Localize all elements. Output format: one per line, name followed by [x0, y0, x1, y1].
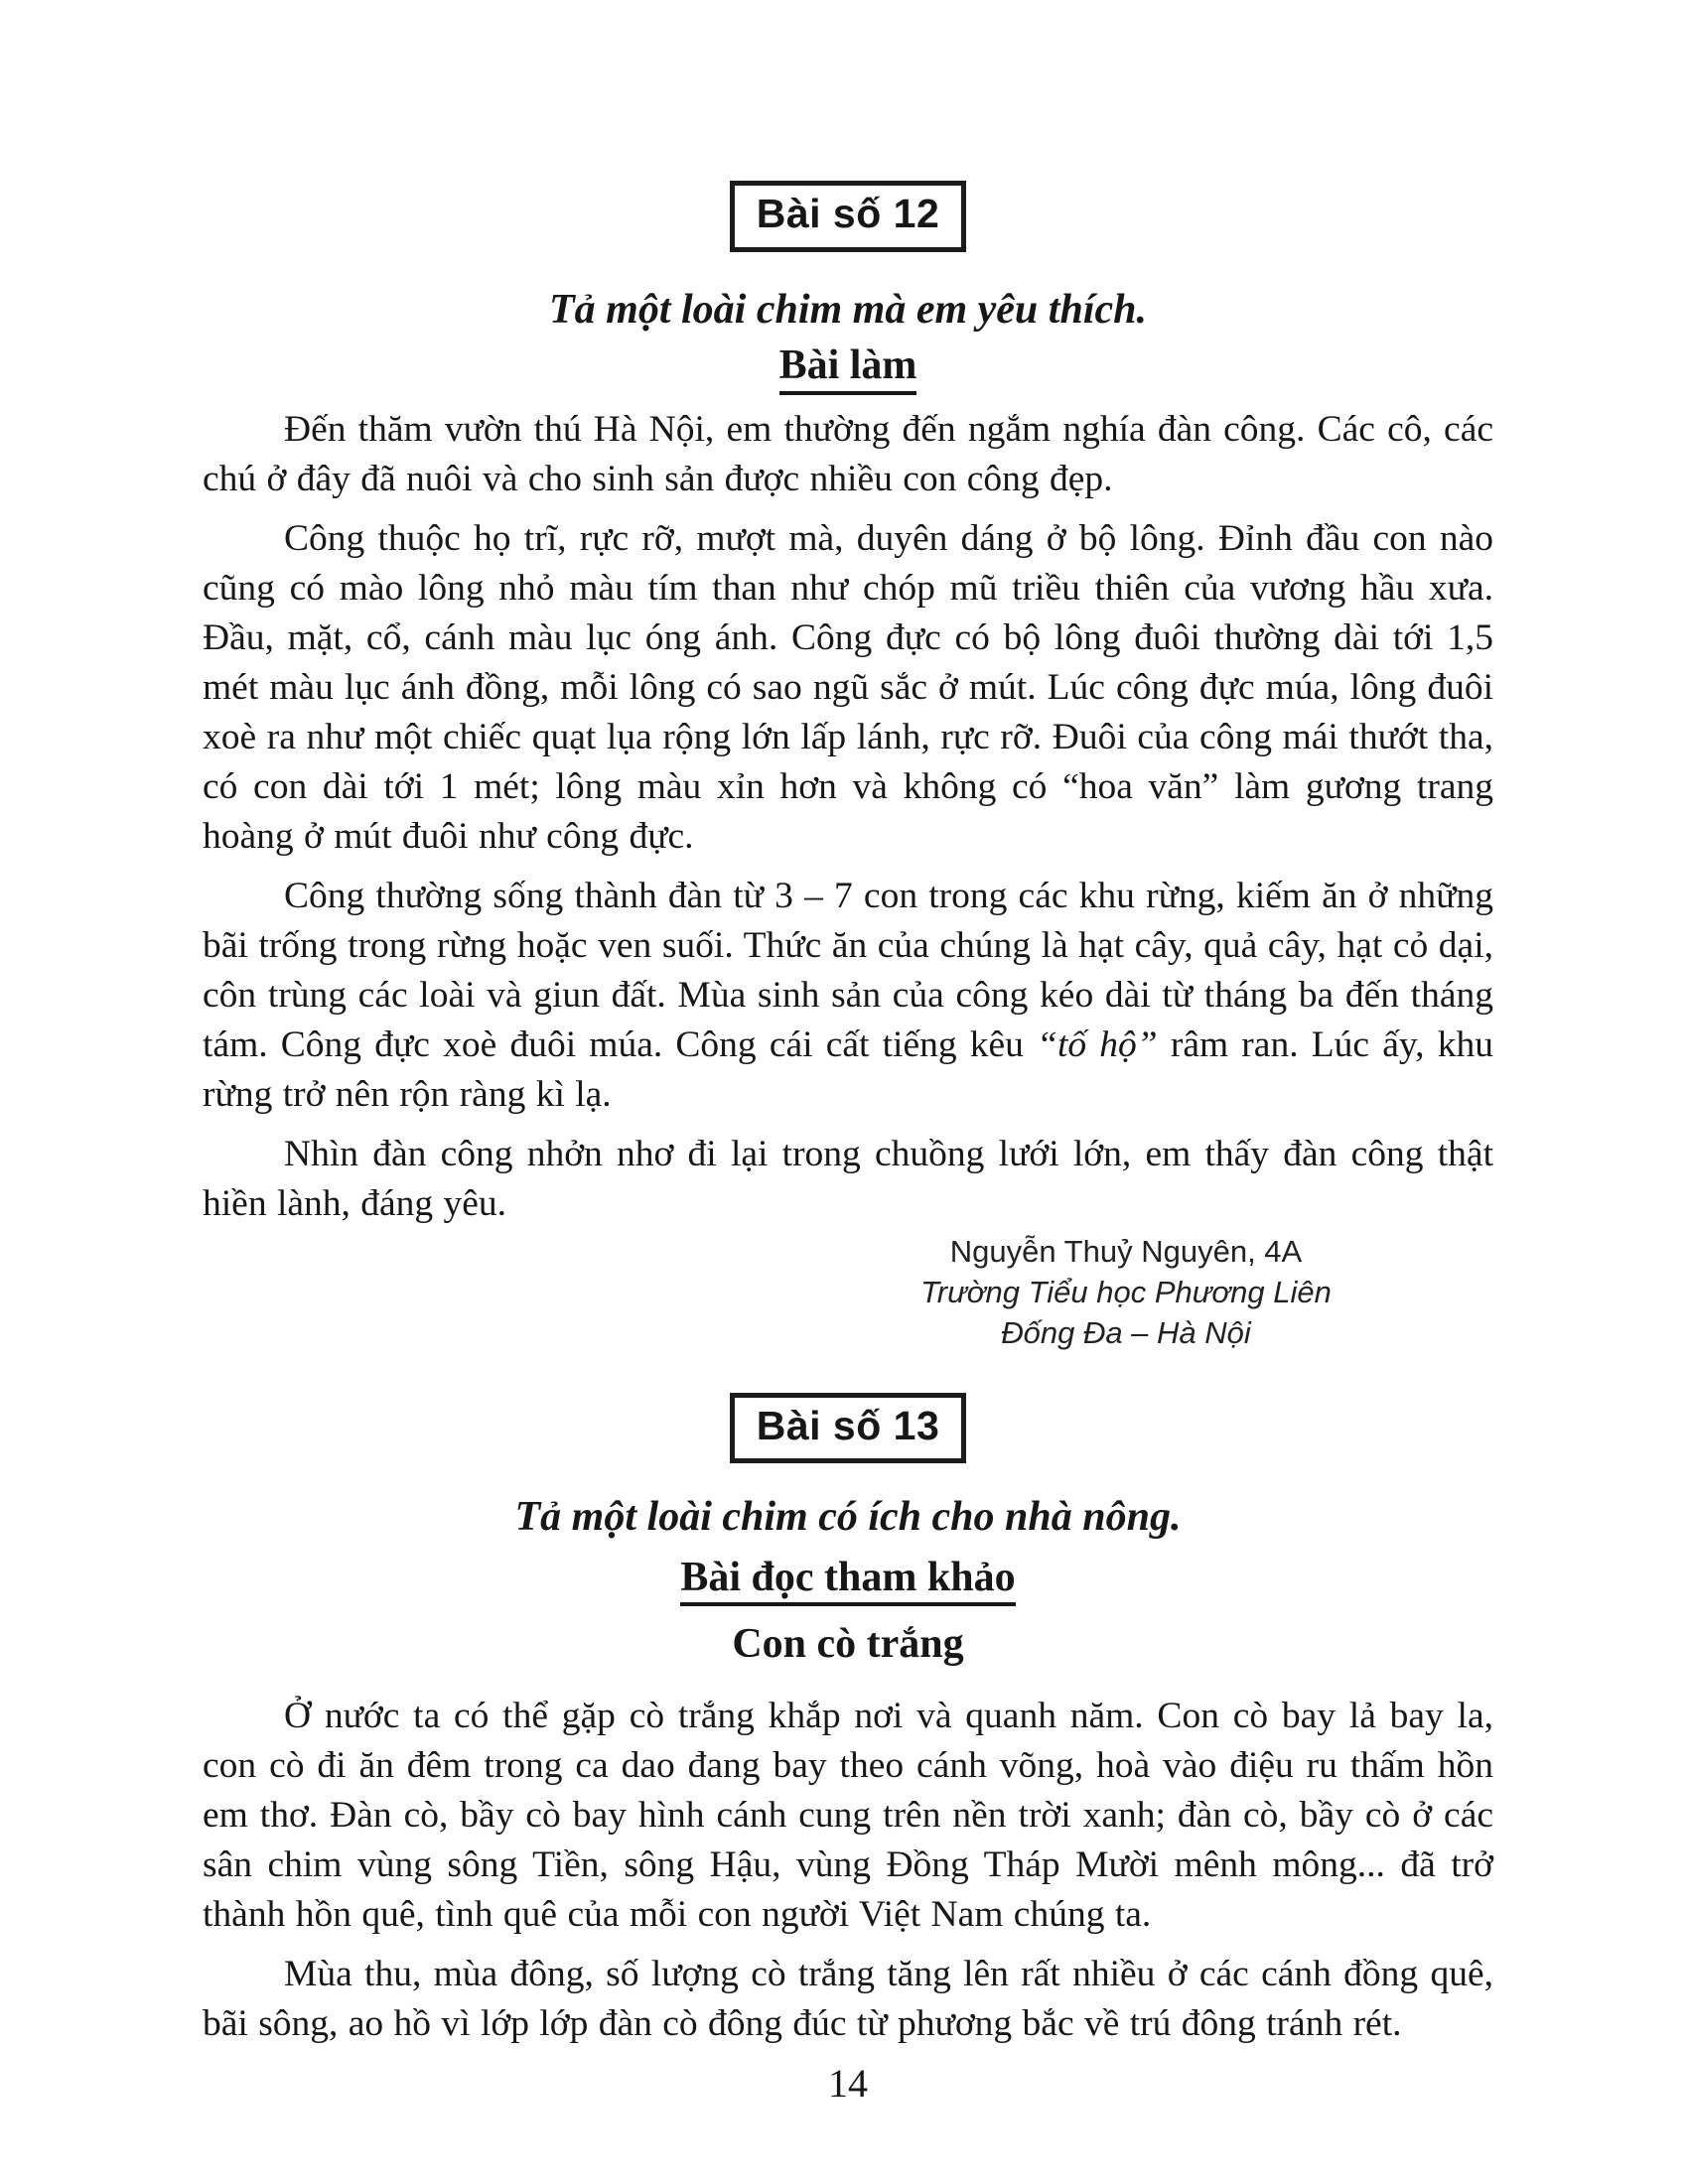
paragraph-text: Ở nước ta có thể gặp cò trắng khắp nơi và quanh năm. Con cò bay lả bay la, con cò đi ăn đêm trong ca dao đang bay theo cánh võng, hoà vào điệu ru thấm hồn em thơ. Đàn cò, bầy cò bay hình cánh cung trên nền trời xanh; đàn cò, bầy cò ở các sân chim vùng sông Tiền, sông Hậu, vùng Đồng Tháp Mười mênh mông... đã trở thành hồn quê, tình quê của mỗi con người Việt Nam chúng ta.	[203, 1696, 1493, 1936]
attribution-block	[868, 1231, 1384, 1353]
page-number: 14	[828, 2061, 868, 2107]
paragraph	[203, 1692, 1493, 1940]
paragraph	[203, 405, 1493, 504]
assignment-title: Tả một loài chim có ích cho nhà nông.	[514, 1494, 1182, 1541]
paragraph-text: râm ran. Lúc ấy, khu rừng trở nên rộn ràng kì lạ.	[203, 1024, 1493, 1115]
paragraph-text: Công thuộc họ trĩ, rực rỡ, mượt mà, duyên dáng ở bộ lông. Đỉnh đầu con nào cũng có mào lông nhỏ màu tím than như chóp mũ triều thiên của vương hầu xưa. Đầu, mặt, cổ, cánh màu lục óng ánh. Công đực có bộ lông đuôi thường dài tới 1,5 mét màu lục ánh đồng, mỗi lông có sao ngũ sắc ở mút. Lúc công đực múa, lông đuôi xoè ra như một chiếc quạt lụa rộng lớn lấp lánh, rực rỡ. Đuôi của công mái thướt tha, có con dài tới 1 mét; lông màu xỉn hơn và không có “hoa văn” làm gương trang hoàng ở mút đuôi như công đực.	[203, 517, 1493, 857]
paragraph-text: Công thường sống thành đàn từ 3 – 7 con trong các khu rừng, kiếm ăn ở những bãi trống trong rừng hoặc ven suối. Thức ăn của chúng là hạt cây, quả cây, hạt cỏ dại, côn trùng các loài và giun đất. Mùa sinh sản của công kéo dài từ tháng ba đến tháng tám. Công đực xoè đuôi múa. Công cái cất tiếng kêu	[203, 875, 1493, 1065]
subheading-bai-doc-tham-khao-text: Bài đọc tham khảo	[680, 1554, 1015, 1606]
assignment-title: Tả một loài chim mà em yêu thích.	[549, 286, 1147, 333]
paragraph	[203, 1950, 1493, 2049]
section-bai-so-13	[203, 1393, 1493, 2050]
paragraph-text: Nhìn đàn công nhởn nhơ đi lại trong chuồng lưới lớn, em thấy đàn công thật hiền lành, đáng yêu.	[203, 1133, 1493, 1224]
essay-body	[203, 405, 1493, 1229]
subheading-bai-lam	[203, 341, 1493, 394]
section-bai-so-12	[203, 181, 1493, 1353]
subheading-bai-lam-text: Bài làm	[779, 341, 917, 394]
paragraph-text: Mùa thu, mùa đông, số lượng cò trắng tăng lên rất nhiều ở các cánh đồng quê, bãi sông, ao hồ vì lớp lớp đàn cò đông đúc từ phương bắc về trú đông tránh rét.	[203, 1954, 1493, 2045]
lesson-number-box	[730, 181, 967, 252]
lesson-number-box	[730, 1393, 967, 1464]
reading-body	[203, 1692, 1493, 2049]
attribution-line: Trường Tiểu học Phương Liên	[920, 1274, 1332, 1309]
attribution-line: Đống Đa – Hà Nội	[1001, 1314, 1251, 1350]
paragraph-text: Đến thăm vườn thú Hà Nội, em thường đến ngắm nghía đàn công. Các cô, các chú ở đây đã nuôi và cho sinh sản được nhiều con công đẹp.	[203, 408, 1493, 499]
paragraph	[203, 872, 1493, 1120]
attribution-line: Nguyễn Thuỷ Nguyên, 4A	[949, 1233, 1303, 1269]
lesson-number-label: Bài số 12	[756, 191, 940, 236]
quoted-italic-phrase: “tố hộ”	[1037, 1024, 1158, 1065]
subheading-bai-doc-tham-khao	[203, 1554, 1493, 1606]
paragraph	[203, 1130, 1493, 1229]
reading-title: Con cò trắng	[732, 1621, 964, 1667]
paragraph	[203, 514, 1493, 862]
lesson-number-label: Bài số 13	[756, 1402, 940, 1448]
